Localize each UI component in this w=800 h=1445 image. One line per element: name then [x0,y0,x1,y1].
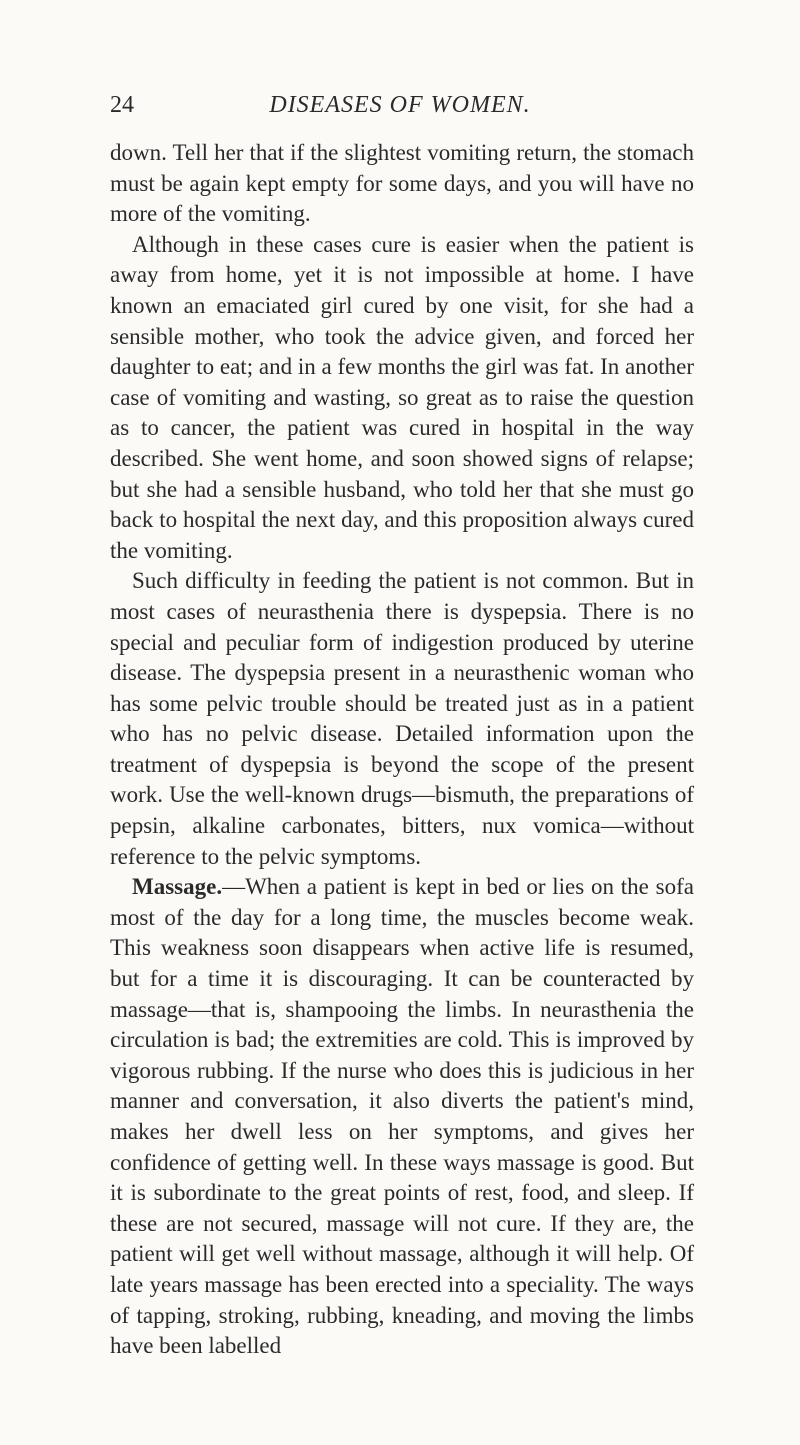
page-number: 24 [110,92,134,118]
paragraph-continuation: down. Tell her that if the slightest vomiting return, the stomach must be again kept empty for some days, and you will have no more of the vomiting. [110,140,694,227]
paragraph-massage [110,872,694,1362]
paragraph-dyspepsia: Such difficulty in feeding the patient is not common. But in most cases of neurasthenia there is dyspepsia. There is no special and peculiar form of indigestion produced by uterine disease. The dyspepsia present in a neurasthenic woman who has some pelvic trouble should be treated just as in a patient who has no pelvic disease. Detailed information upon the treatment of dyspepsia is beyond the scope of the present work. Use the well-known drugs—bismuth, the preparations of pepsin, alkaline carbonates, bitters, nux vomica—without reference to the pelvic symptoms. [110,568,694,869]
running-head: DISEASES OF WOMEN. [269,92,531,118]
section-heading-massage: Massage. [132,874,223,900]
paragraph-massage-text: —When a patient is kept in bed or lies on the sofa most of the day for a long time, the muscles become weak. This weakness soon disappears when active life is resumed, but for a time it is discouraging. It can be counteracted by massage—that is, shampooing the limbs. In neurasthenia the circulation is bad; the extremities are cold. This is improved by vigorous rubbing. If the nurse who does this is judicious in her manner and conversation, it also diverts the patient's mind, makes her dwell less on her symptoms, and gives her confidence of getting well. In these ways massage is good. But it is subordinate to the great points of rest, food, and sleep. If these are not secured, massage will not cure. If they are, the patient will get well without massage, although it will help. Of late years massage has been erected into a speciality. The ways of tapping, stroking, rubbing, kneading, and moving the limbs have been labelled [110,874,694,1359]
page-header [110,90,690,124]
paragraph-cure-at-home: Although in these cases cure is easier when the patient is away from home, yet it is not impossible at home. I have known an emaciated girl cured by one visit, for she had a sensible mother, who took the advice given, and forced her daughter to eat; and in a few months the girl was fat. In another case of vomiting and wasting, so great as to raise the question as to cancer, the patient was cured in hospital in the way described. She went home, and soon showed signs of relapse; but she had a sensible husband, who told her that she must go back to hospital the next day, and this proposition always cured the vomiting. [110,231,694,563]
body-text [110,138,694,1362]
